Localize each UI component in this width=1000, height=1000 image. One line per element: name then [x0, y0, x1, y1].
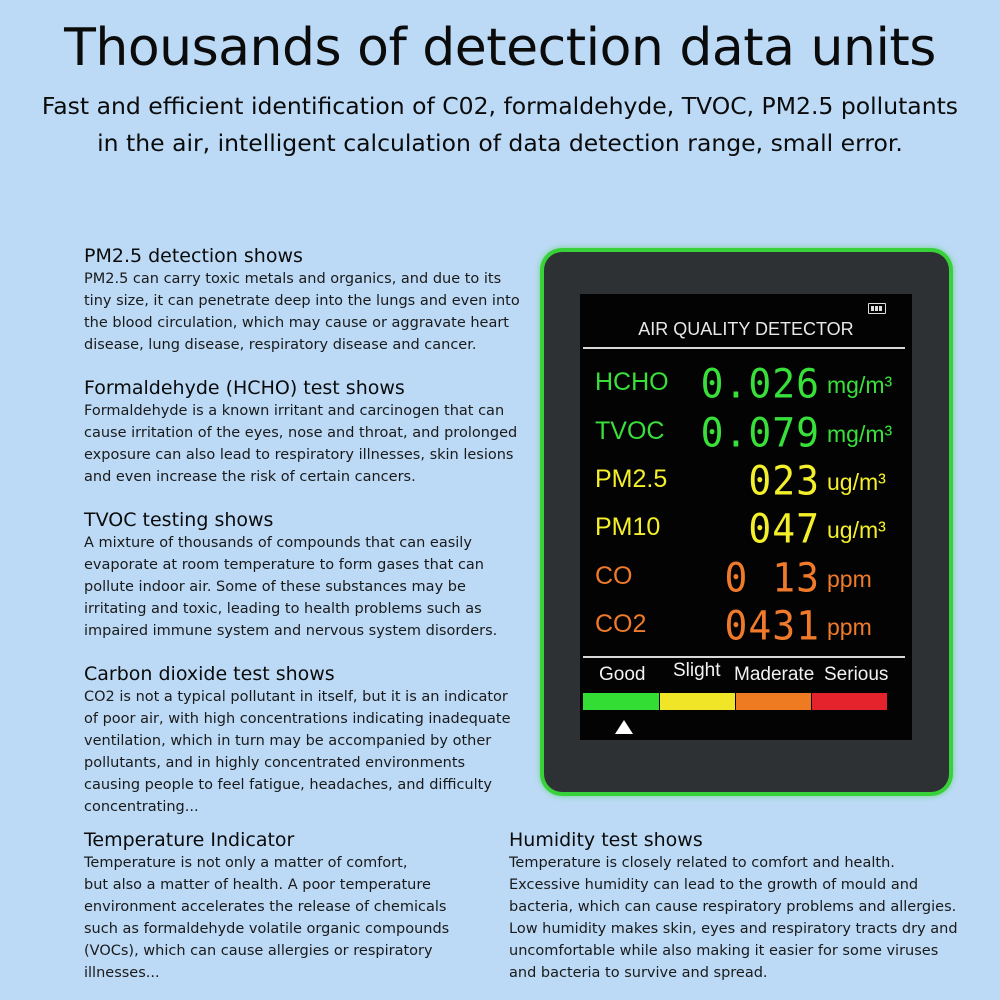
- reading-label: PM2.5: [595, 465, 668, 493]
- reading-value: 047: [748, 505, 820, 553]
- section-body: A mixture of thousands of compounds that can easily evaporate at room temperature to form gases that can pollute indoor air. Some of these substances may be irritating and toxic, leading to health problems such as impaired immune system and nervous system disorders.: [84, 535, 498, 639]
- level-label-moderate: Maderate: [734, 664, 815, 685]
- section-heading: TVOC testing shows: [84, 509, 274, 531]
- battery-icon: [868, 303, 886, 314]
- reading-unit: ppm: [827, 614, 872, 640]
- reading-unit: mg/m³: [827, 421, 893, 447]
- level-label-serious: Serious: [824, 664, 889, 685]
- reading-value: 023: [748, 457, 820, 505]
- section-body: Temperature is closely related to comfort and health. Excessive humidity can lead to the growth of mould and bacteria, which can cause respiratory problems and allergies. Low humidity makes skin, eyes and respiratory tracts dry and uncomfortable while also making it easier for some viruses and bacteria to survive and spread.: [509, 855, 958, 981]
- section-heading: PM2.5 detection shows: [84, 245, 303, 267]
- reading-value: 0.026: [700, 360, 820, 408]
- reading-tvoc: [580, 409, 912, 457]
- reading-unit: ug/m³: [827, 469, 886, 495]
- level-bar-moderate: [736, 693, 811, 710]
- divider: [583, 347, 905, 349]
- level-bar-serious: [812, 693, 887, 710]
- reading-hcho: [580, 360, 912, 408]
- page-subtitle: Fast and efficient identification of C02, formaldehyde, TVOC, PM2.5 pollutants in the air, intelligent calculation of data detection range, small error.: [41, 92, 959, 157]
- section-body: Formaldehyde is a known irritant and carcinogen that can cause irritation of the eyes, nose and throat, and prolonged exposure can also lead to respiratory illnesses, skin lesions and even increase the risk of certain cancers.: [84, 403, 518, 485]
- section-heading: Temperature Indicator: [84, 829, 295, 851]
- section-heading: Carbon dioxide test shows: [84, 663, 335, 685]
- reading-pm10: [580, 505, 912, 553]
- reading-pm25: [580, 457, 912, 505]
- reading-value: 0 13: [724, 554, 820, 602]
- page-title: Thousands of detection data units: [64, 18, 936, 78]
- screen-title: AIR QUALITY DETECTOR: [638, 319, 854, 339]
- section-tvoc: [84, 508, 534, 642]
- reading-unit: mg/m³: [827, 372, 893, 398]
- level-label-slight: Slight: [673, 660, 721, 681]
- air-quality-detector-device: [544, 252, 949, 792]
- section-heading: Humidity test shows: [509, 829, 703, 851]
- reading-label: TVOC: [595, 417, 665, 445]
- level-label-good: Good: [599, 664, 646, 685]
- section-formaldehyde: [84, 376, 534, 488]
- level-bar-slight: [660, 693, 735, 710]
- section-carbon-dioxide: [84, 662, 534, 818]
- reading-co: [580, 554, 912, 602]
- reading-value: 0.079: [700, 409, 820, 457]
- section-body: Temperature is not only a matter of comfort, but also a matter of health. A poor temperature environment accelerates the release of chemicals such as formaldehyde volatile organic compounds (VOCs), which can cause allergies or respiratory illnesses...: [84, 855, 450, 981]
- level-indicator-triangle-icon: [615, 720, 633, 734]
- reading-label: HCHO: [595, 368, 669, 396]
- reading-label: CO: [595, 562, 633, 590]
- reading-co2: [580, 602, 912, 650]
- section-temperature: [84, 828, 484, 984]
- reading-unit: ppm: [827, 566, 872, 592]
- section-body: PM2.5 can carry toxic metals and organics, and due to its tiny size, it can penetrate deep into the lungs and even into the blood circulation, which may cause or aggravate heart disease, lung disease, respiratory disease and cancer.: [84, 271, 520, 353]
- reading-label: PM10: [595, 513, 661, 541]
- device-screen: [580, 294, 912, 740]
- section-body: CO2 is not a typical pollutant in itself, but it is an indicator of poor air, with high concentrations indicating inadequate ventilation, which in turn may be accompanied by other pollutants, and in highly concentrated environments causing people to feel fatigue, headaches, and difficulty concentrating...: [84, 689, 511, 815]
- level-bar-good: [583, 693, 659, 710]
- reading-label: CO2: [595, 610, 647, 638]
- section-humidity: [509, 828, 979, 984]
- section-heading: Formaldehyde (HCHO) test shows: [84, 377, 405, 399]
- divider: [583, 656, 905, 658]
- reading-value: 0431: [724, 602, 820, 650]
- reading-unit: ug/m³: [827, 517, 886, 543]
- section-pm25: [84, 244, 534, 356]
